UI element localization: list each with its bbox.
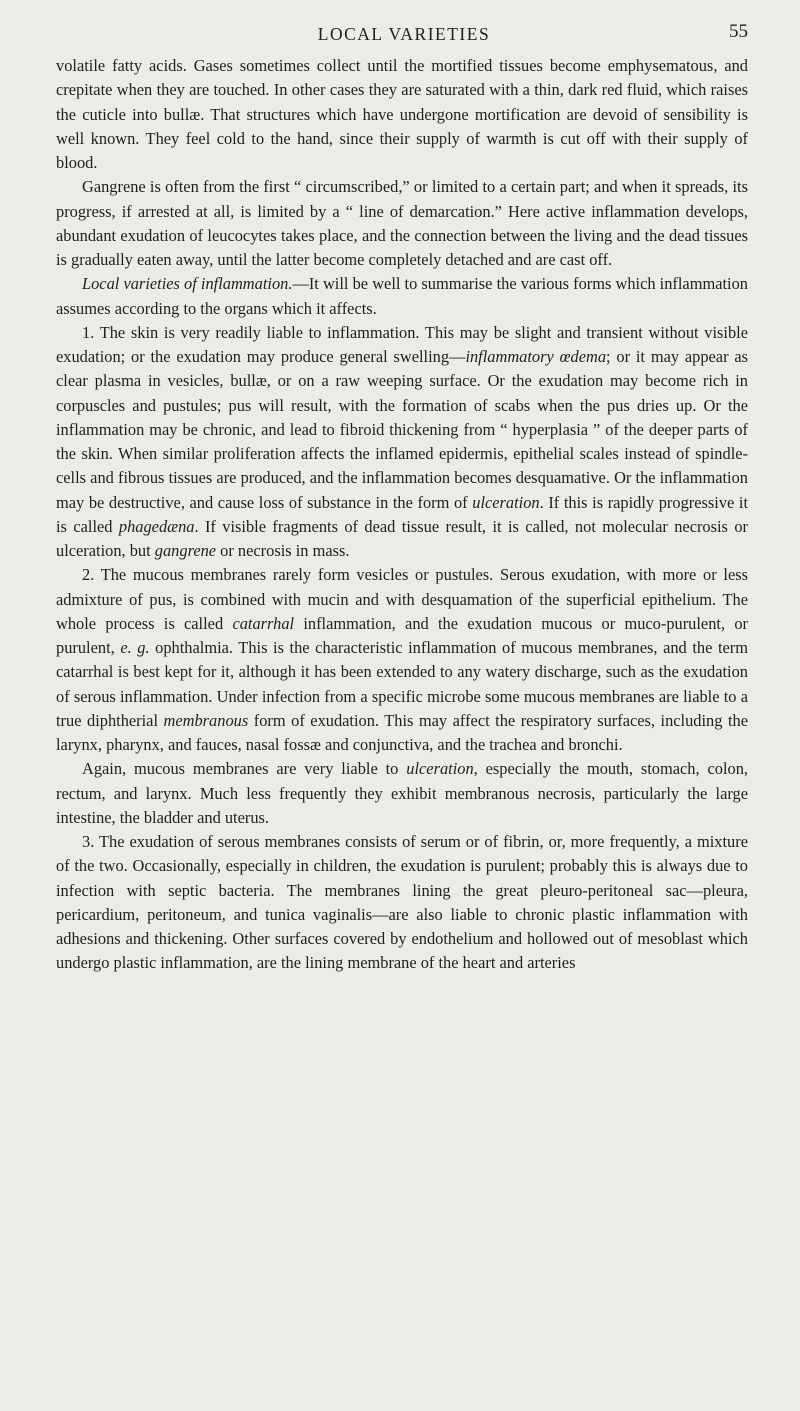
text-run: form of exudation. This may affect the respiratory surfaces, including the larynx, pharynx, and fauces, nasal fossæ and conjunctiva, and the trachea and bronchi. xyxy=(56,710,748,754)
text-run: 2. The mucous membranes rarely form vesicles or pustules. Serous exudation, with more or less admixture of pus, is combined with mucin and with desquamation of the superficial epithelium. The whole process is called xyxy=(56,565,748,633)
paragraph xyxy=(56,830,748,976)
text-run: ophthalmia. This is the characteristic inflammation of mucous membranes, and the term catarrhal is best kept for it, although it has been extended to any watery discharge, such as the exudation of serous inflammation. Under infection from a specific microbe some mucous membranes are liable to a true diphtherial xyxy=(56,638,748,730)
italic-term: ulceration xyxy=(472,492,540,512)
text-run: 3. The exudation of serous membranes consists of serum or of fibrin, or, more frequently, a mixture of the two. Occasionally, especially in children, the exudation is purulent; probably this is always due to infection with septic bacteria. The membranes lining the great pleuro-peritoneal sac—pleura, pericardium, peritoneum, and tunica vaginalis—are also liable to chronic plastic inflammation with adhesions and thickening. Other surfaces covered by endothelium and hollowed out of mesoblast which undergo plastic inflammation, are the lining membrane of the heart and arteries xyxy=(56,832,748,973)
paragraph xyxy=(56,321,748,564)
running-head: LOCAL VARIETIES xyxy=(317,24,491,44)
italic-term: inflammatory œdema xyxy=(465,347,607,366)
italic-term: gangrene xyxy=(154,541,217,560)
paragraph xyxy=(56,563,748,757)
paragraph xyxy=(56,272,748,321)
text-run: or necrosis in mass. xyxy=(216,541,350,560)
italic-term: ulceration xyxy=(406,759,474,779)
italic-term: phagedæna xyxy=(118,516,195,536)
text-run: volatile fatty acids. Gases sometimes collect until the mortified tissues become emphysematous, and crepitate when they are touched. In other cases they are saturated with a thin, dark red fluid, which raises the cuticle into bullæ. That structures which have undergone mortification are devoid of sensibility is well known. They feel cold to the hand, since their supply of warmth is cut off with their supply of blood. xyxy=(56,56,748,172)
text-run: Again, mucous membranes are very liable to xyxy=(82,759,407,779)
text-run: , especially the mouth, stomach, colon, rectum, and larynx. Much less frequently they exhibit membranous necrosis, particularly the large intestine, the bladder and uterus. xyxy=(56,759,748,827)
page-number: 55 xyxy=(729,21,748,42)
text-run: —It will be well to summarise the various forms which inflammation assumes according to the organs which it affects. xyxy=(56,274,748,318)
text-run: Gangrene is often from the first “ circumscribed,” or limited to a certain part; and when it spreads, its progress, if arrested at all, is limited by a “ line of demarcation.” Here active inflammation develops, abundant exudation of leucocytes takes place, and the connection between the living and the dead tissues is gradually eaten away, until the latter become completely detached and are cast off. xyxy=(56,177,748,269)
paragraph xyxy=(56,54,748,175)
text-run: inflammation, and the exudation mucous or muco-purulent, or purulent, xyxy=(56,613,748,657)
text-run: . If visible fragments of dead tissue result, it is called, not molecular necrosis or ulceration, but xyxy=(56,516,749,560)
text-run: . If this is rapidly progressive it is called xyxy=(56,492,748,536)
italic-term: e. g. xyxy=(120,638,150,657)
text-run: 1. The skin is very readily liable to inflammation. This may be slight and transient without visible exudation; or the exudation may produce general swelling— xyxy=(56,322,748,366)
italic-term: catarrhal xyxy=(232,613,295,633)
paragraph xyxy=(56,757,748,830)
body-text xyxy=(56,54,748,976)
text-run: ; or it may appear as clear plasma in vesicles, bullæ, or on a raw weeping surface. Or the exudation may become rich in corpuscles and pustules; pus will result, with the formation of scabs when the pus dries up. Or the inflammation may be chronic, and lead to fibroid thickening from “ hyperplasia ” of the deeper parts of the skin. When similar proliferation affects the inflamed epidermis, epithelial scales instead of spindle-cells and fibrous tissues are produced, and the inflammation becomes desquamative. Or the inflammation may be destructive, and cause loss of substance in the form of xyxy=(56,347,749,512)
page-header xyxy=(60,18,748,48)
paragraph xyxy=(56,175,748,272)
section-heading: Local varieties of inflammation. xyxy=(82,274,293,294)
italic-term: membranous xyxy=(163,710,249,730)
